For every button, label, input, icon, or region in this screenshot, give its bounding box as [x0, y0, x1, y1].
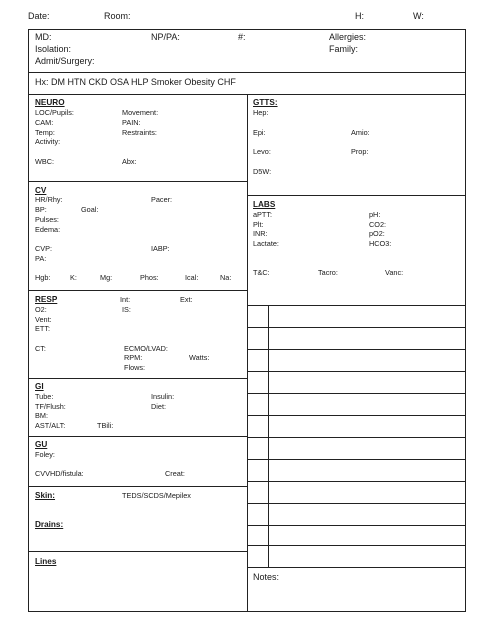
skin-header: Skin:	[35, 491, 56, 500]
cvp-label: CVP:	[35, 244, 53, 253]
hr-rhy-label: HR/Rhy:	[35, 195, 63, 204]
labs-header: LABS	[253, 200, 276, 209]
edema-label: Edema:	[35, 225, 61, 234]
history-text: Hx: DM HTN CKD OSA HLP Smoker Obesity CHF	[35, 77, 236, 87]
rpm-label: RPM:	[124, 353, 143, 362]
grid-row-line	[247, 481, 466, 482]
diet-label: Diet:	[151, 402, 167, 411]
k-label: K:	[70, 273, 77, 282]
inr-label: INR:	[253, 229, 268, 238]
ct-label: CT:	[35, 344, 46, 353]
grid-row-line	[247, 371, 466, 372]
np-pa-label: NP/PA:	[151, 32, 180, 42]
po2-label: pO2:	[369, 229, 385, 238]
grid-row-line	[247, 327, 466, 328]
grid-row-line	[247, 349, 466, 350]
foley-label: Foley:	[35, 450, 55, 459]
pulses-label: Pulses:	[35, 215, 59, 224]
ecmo-lvad-label: ECMO/LVAD:	[124, 344, 168, 353]
divider-neuro-cv	[28, 181, 247, 182]
grid-row-line	[247, 567, 466, 568]
flows-label: Flows:	[124, 363, 146, 372]
amio-label: Amio:	[351, 128, 370, 137]
cam-label: CAM:	[35, 118, 54, 127]
gtts-header: GTTS:	[253, 98, 278, 107]
grid-row-line	[247, 393, 466, 394]
md-label: MD:	[35, 32, 52, 42]
pacer-label: Pacer:	[151, 195, 173, 204]
goal-label: Goal:	[81, 205, 99, 214]
prop-label: Prop:	[351, 147, 369, 156]
wbc-label: WBC:	[35, 157, 55, 166]
isolation-label: Isolation:	[35, 44, 72, 54]
resp-header: RESP	[35, 295, 58, 304]
bm-label: BM:	[35, 411, 48, 420]
grid-row-line	[247, 503, 466, 504]
tube-label: Tube:	[35, 392, 54, 401]
activity-label: Activity:	[35, 137, 61, 146]
neuro-header: NEURO	[35, 98, 65, 107]
movement-label: Movement:	[122, 108, 159, 117]
temp-label: Temp:	[35, 128, 55, 137]
vanc-label: Vanc:	[385, 268, 404, 277]
divider-gtts-labs	[247, 195, 466, 196]
divider-cv-resp	[28, 290, 247, 291]
date-label: Date:	[28, 11, 50, 21]
loc-pupils-label: LOC/Pupils:	[35, 108, 74, 117]
family-label: Family:	[329, 44, 358, 54]
int-label: Int:	[120, 295, 131, 304]
notes-label: Notes:	[253, 572, 280, 582]
creat-label: Creat:	[165, 469, 185, 478]
divider-skin-lines	[28, 551, 247, 552]
restraints-label: Restraints:	[122, 128, 157, 137]
grid-inner-vline	[268, 305, 269, 567]
divider-resp-gi	[28, 378, 247, 379]
levo-label: Levo:	[253, 147, 271, 156]
pain-label: PAIN:	[122, 118, 141, 127]
grid-row-line	[247, 415, 466, 416]
lactate-label: Lactate:	[253, 239, 279, 248]
d5w-label: D5W:	[253, 167, 272, 176]
cvvhd-fistula-label: CVVHD/fistula:	[35, 469, 84, 478]
column-divider	[247, 94, 248, 612]
drains-header: Drains:	[35, 520, 64, 529]
co2-label: CO2:	[369, 220, 387, 229]
teds-scds-mepilex-label: TEDS/SCDS/Mepilex	[122, 491, 191, 500]
watts-label: Watts:	[189, 353, 210, 362]
room-label: Room:	[104, 11, 131, 21]
bp-label: BP:	[35, 205, 47, 214]
na-label: Na:	[220, 273, 232, 282]
gu-header: GU	[35, 440, 48, 449]
grid-row-line	[247, 437, 466, 438]
grid-row-line	[247, 545, 466, 546]
lines-header: Lines	[35, 557, 57, 566]
hco3-label: HCO3:	[369, 239, 392, 248]
vent-label: Vent:	[35, 315, 52, 324]
pager-label: #:	[238, 32, 246, 42]
plt-label: Plt:	[253, 220, 264, 229]
hgb-label: Hgb:	[35, 273, 51, 282]
gi-header: GI	[35, 382, 44, 391]
is-label: IS:	[122, 305, 131, 314]
height-label: H:	[355, 11, 364, 21]
weight-label: W:	[413, 11, 424, 21]
tacro-label: Tacro:	[318, 268, 338, 277]
grid-row-line	[247, 525, 466, 526]
iabp-label: IABP:	[151, 244, 170, 253]
insulin-label: Insulin:	[151, 392, 175, 401]
phos-label: Phos:	[140, 273, 159, 282]
tf-flush-label: TF/Flush:	[35, 402, 66, 411]
hep-label: Hep:	[253, 108, 269, 117]
grid-row-line	[247, 459, 466, 460]
ast-alt-label: AST/ALT:	[35, 421, 66, 430]
ph-label: pH:	[369, 210, 381, 219]
divider-gi-gu	[28, 436, 247, 437]
divider-labs-grid	[247, 305, 466, 306]
mg-label: Mg:	[100, 273, 113, 282]
admit-surgery-label: Admit/Surgery:	[35, 56, 95, 66]
aptt-label: aPTT:	[253, 210, 273, 219]
cv-header: CV	[35, 186, 47, 195]
abx-label: Abx:	[122, 157, 137, 166]
tbili-label: TBili:	[97, 421, 114, 430]
allergies-label: Allergies:	[329, 32, 367, 42]
ext-label: Ext:	[180, 295, 193, 304]
o2-label: O2:	[35, 305, 47, 314]
epi-label: Epi:	[253, 128, 266, 137]
pa-label: PA:	[35, 254, 47, 263]
ical-label: Ical:	[185, 273, 199, 282]
ett-label: ETT:	[35, 324, 50, 333]
divider-gu-skin	[28, 486, 247, 487]
type-cross-label: T&C:	[253, 268, 270, 277]
